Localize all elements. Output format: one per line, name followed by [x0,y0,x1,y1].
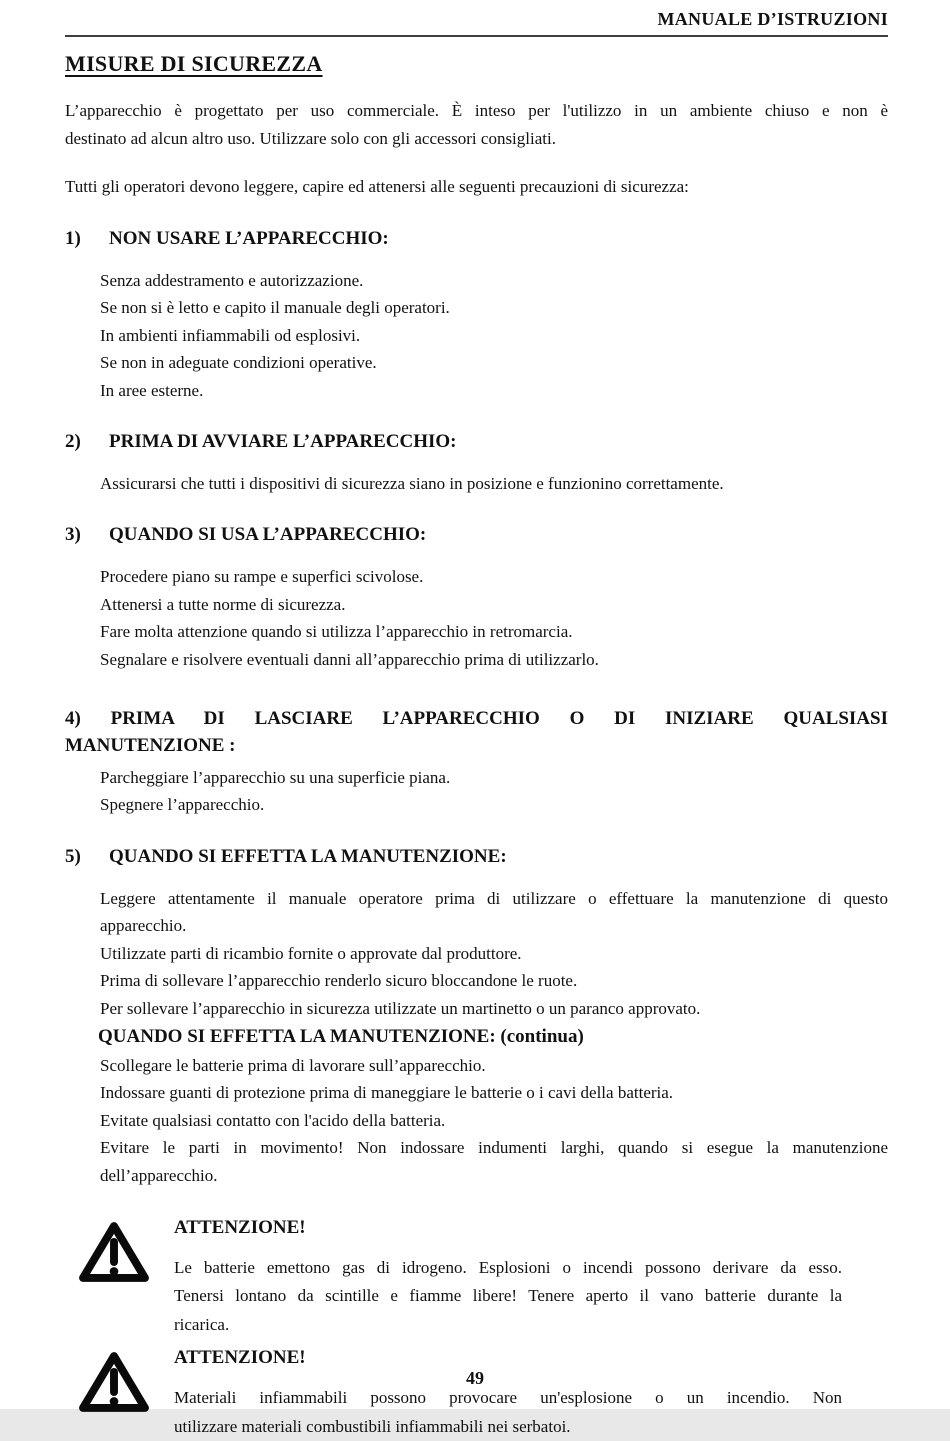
list-item: Utilizzate parti di ricambio fornite o approvate dal produttore. [100,943,522,963]
warning-2-body [174,1345,842,1441]
section-5-heading [65,843,888,870]
page-title: MISURE DI SICUREZZA [65,51,323,76]
page-number: 49 [466,1368,484,1388]
section-5-title: QUANDO SI EFFETTA LA MANUTENZIONE: [109,845,507,867]
section-4-items [65,764,888,819]
intro-paragraph-1-line-1: L’apparecchio è progettato per uso commerciale. È inteso per l'utilizzo in un ambiente chiuso e non è [65,101,888,120]
intro-paragraph-1 [65,97,888,153]
section-2-number: 2) [65,431,81,453]
list-item: Parcheggiare l’apparecchio su una superficie piana. [100,768,451,788]
section-3-items [65,563,888,673]
list-item-wrapped-line-1: Evitare le parti in movimento! Non indossare indumenti larghi, quando si esegue la manutenzione [100,1138,888,1158]
list-item: Spegnere l’apparecchio. [100,795,265,815]
warning-1-text [174,1254,842,1340]
list-item: Procedere piano su rampe e superfici scivolose. [100,567,424,587]
warning-1-line-2: Tenersi lontano da scintille e fiamme libere! Tenere aperto il vano batterie durante la [174,1286,842,1306]
warning-2-text [174,1384,842,1441]
section-5 [65,843,888,1189]
warning-2-title: ATTENZIONE! [174,1347,306,1369]
section-5-subheading: QUANDO SI EFFETTA LA MANUTENZIONE: (continua) [98,1025,584,1047]
list-item: Se non si è letto e capito il manuale degli operatori. [100,298,450,318]
list-item: Se non in adeguate condizioni operative. [100,353,377,373]
section-1-title: NON USARE L’APPARECCHIO: [109,228,389,249]
section-4-heading-line-2: MANUTENZIONE : [65,735,236,757]
warning-block-1 [65,1215,888,1340]
section-2 [65,428,888,497]
section-3-title: QUANDO SI USA L’APPARECCHIO: [109,524,427,546]
list-item: In aree esterne. [100,380,204,400]
list-item: Fare molta attenzione quando si utilizza l’apparecchio in retromarcia. [100,622,573,642]
list-item-wrapped-line-2: dell’apparecchio. [100,1165,218,1185]
list-item-wrapped-line-1: Leggere attentamente il manuale operatore prima di utilizzare o effettuare la manutenzione di questo [100,888,888,908]
list-item: Attenersi a tutte norme di sicurezza. [100,594,346,614]
section-3-number: 3) [65,524,81,546]
section-1 [65,225,888,404]
section-3 [65,521,888,673]
warning-2-line-1: Materiali infiammabili possono provocare un'esplosione o un incendio. Non [174,1388,842,1408]
warning-1-line-1: Le batterie emettono gas di idrogeno. Esplosioni o incendi possono derivare da esso. [174,1257,842,1277]
list-item-wrapped-line-2: apparecchio. [100,916,187,936]
warning-1-line-3: ricarica. [174,1314,230,1334]
section-5-items-continued [65,1052,888,1189]
section-2-heading [65,428,888,455]
list-item: Segnalare e risolvere eventuali danni all’apparecchio prima di utilizzarlo. [100,649,599,669]
page-header-title: MANUALE D’ISTRUZIONI [65,8,888,37]
section-3-heading [65,521,888,548]
intro-paragraph-1-line-2: destinato ad alcun altro uso. Utilizzare solo con gli accessori consigliati. [65,129,556,148]
section-1-items [65,267,888,404]
section-4 [65,705,888,819]
section-2-title: PRIMA DI AVVIARE L’APPARECCHIO: [109,431,457,453]
section-5-items [65,885,888,1022]
section-1-heading [65,225,888,252]
list-item: Prima di sollevare l’apparecchio renderlo sicuro bloccandone le ruote. [100,971,578,991]
section-4-heading [65,705,888,759]
section-4-heading-line-1: 4) PRIMA DI LASCIARE L’APPARECCHIO O DI INIZIARE QUALSIASI [65,708,888,730]
section-2-items [65,470,888,497]
list-item: Indossare guanti di protezione prima di maneggiare le batterie o i cavi della batteria. [100,1083,674,1103]
intro-paragraph-2: Tutti gli operatori devono leggere, capire ed attenersi alle seguenti precauzioni di sicurezza: [65,177,689,196]
warning-block-2 [65,1345,888,1441]
list-item: Evitate qualsiasi contatto con l'acido della batteria. [100,1110,446,1130]
warning-2-line-2: utilizzare materiali combustibili infiammabili nei serbatoi. [174,1416,571,1436]
list-item: Senza addestramento e autorizzazione. [100,271,364,290]
warning-1-title: ATTENZIONE! [174,1216,306,1238]
section-1-number: 1) [65,228,81,249]
section-5-number: 5) [65,845,81,867]
list-item: In ambienti infiammabili od esplosivi. [100,325,361,345]
list-item: Scollegare le batterie prima di lavorare sull’apparecchio. [100,1055,486,1075]
warning-triangle-icon [78,1219,150,1285]
list-item: Per sollevare l’apparecchio in sicurezza utilizzate un martinetto o un paranco approvato. [100,998,701,1018]
warning-1-body [174,1215,842,1340]
list-item: Assicurarsi che tutti i dispositivi di sicurezza siano in posizione e funzionino correttamente. [100,474,724,494]
